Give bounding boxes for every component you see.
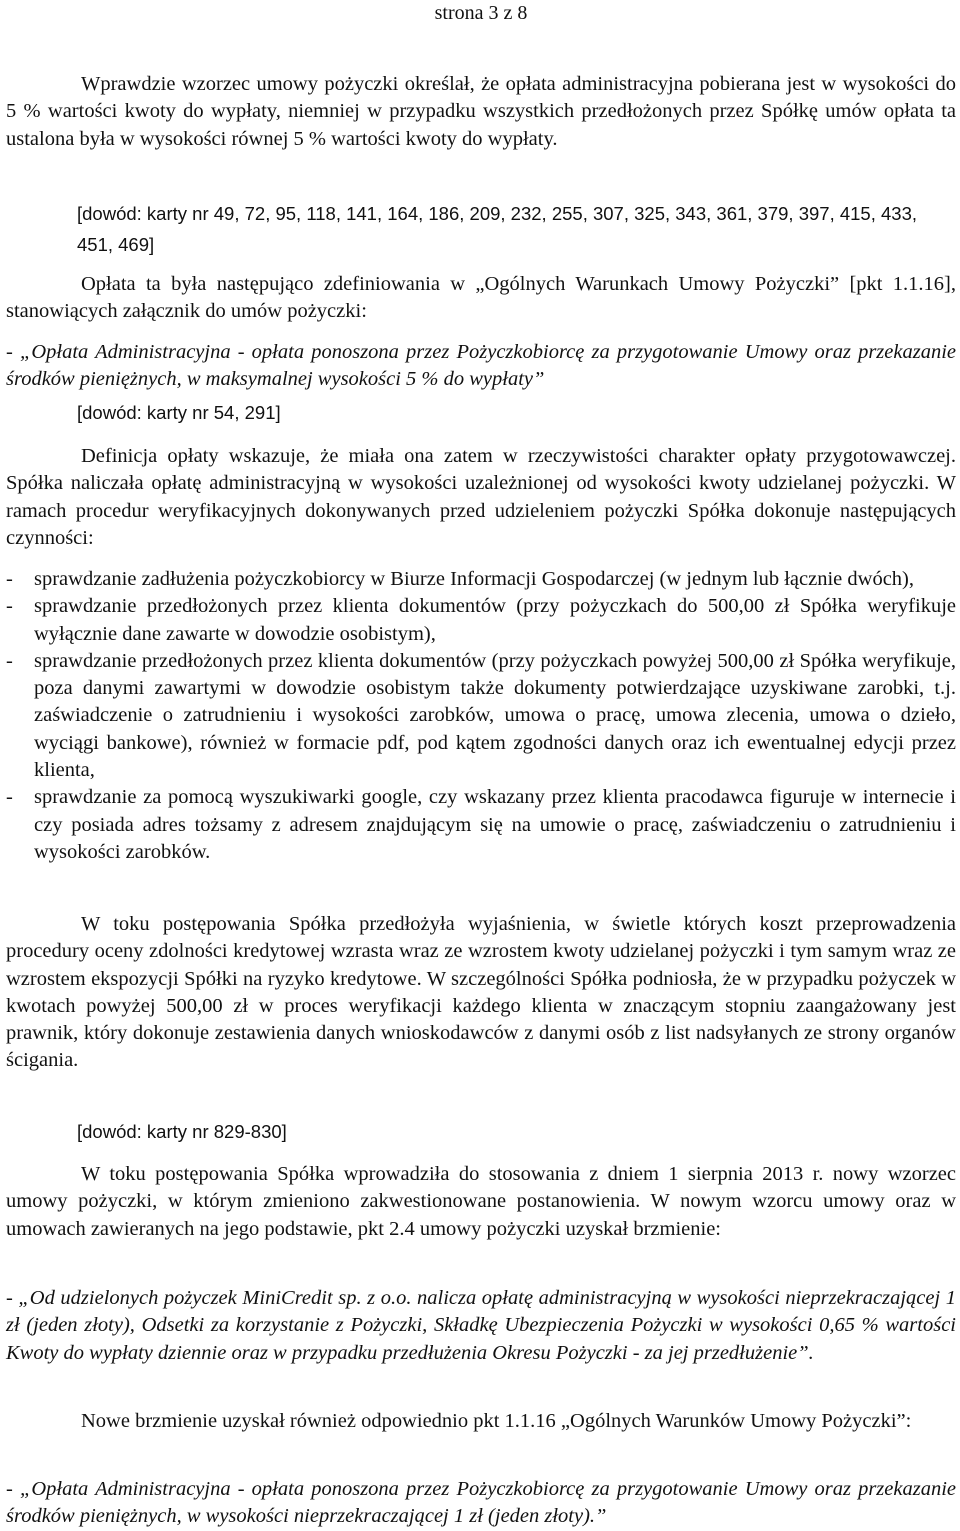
list-item-text: sprawdzanie przedłożonych przez klienta dokumentów (przy pożyczkach do 500,00 zł Spółka weryfikuje wyłącznie dane zawarte w dowodzie osobistym), — [34, 595, 956, 645]
list-dash: - — [6, 649, 13, 672]
paragraph-new-template: W toku postępowania Spółka wprowadziła do stosowania z dniem 1 sierpnia 2013 r. nowy wzorzec umowy pożyczki, w którym zmieniono zakwestionowane postanowienia. W nowym wzorcu umowy oraz w umowach zawieranych na jego podstawie, pkt 2.4 umowy pożyczki uzyskał brzmienie: — [6, 1163, 956, 1240]
quote-new-clause: - „Od udzielonych pożyczek MiniCredit sp. z o.o. nalicza opłatę administracyjną w wysokości nieprzekraczającej 1 zł (jeden złoty), Odsetki za korzystanie z Pożyczki, Składkę Ubezpieczenia Pożyczki w wysokości 0,65 % wartości Kwoty do wypłaty dziennie oraz w przypadku przedłużenia Okresu Pożyczki - za jej przedłużenie”. — [6, 1287, 956, 1364]
paragraph-new-wording: Nowe brzmienie uzyskał również odpowiednio pkt 1.1.16 „Ogólnych Warunków Umowy Pożyczki”: — [81, 1410, 912, 1432]
verification-list — [6, 566, 956, 866]
list-item — [6, 648, 956, 784]
quote-admin-fee: - „Opłata Administracyjna - opłata ponoszona przez Pożyczkobiorcę za przygotowanie Umowy oraz przekazanie środków pieniężnych, w maksymalnej wysokości 5 % do wypłaty” — [6, 341, 956, 391]
quote-new-admin-fee: - „Opłata Administracyjna - opłata ponoszona przez Pożyczkobiorcę za przygotowanie Umowy oraz przekazanie środków pieniężnych, w wysokości nieprzekraczającej 1 zł (jeden złoty).” — [6, 1478, 956, 1528]
list-dash: - — [6, 595, 13, 618]
list-item-text: sprawdzanie przedłożonych przez klienta dokumentów (przy pożyczkach powyżej 500,00 zł Spółka weryfikuje, poza danymi zawartymi w dowodzie osobistym także dokumenty potwierdzające uzyskiwane zarobki, t.j. zaświadczenie o zatrudnieniu i wysokości zarobków, umowa o pracę, umowa zlecenia, umowa o dzieło, wyciągi bankowe), również w formacie pdf, pod kątem zgodności danych oraz ich ewentualnej edycji przez klienta, — [34, 649, 956, 782]
list-item — [6, 784, 956, 866]
evidence-reference: [dowód: karty nr 829-830] — [77, 1121, 287, 1142]
list-dash: - — [6, 568, 13, 590]
list-item — [6, 566, 956, 593]
paragraph-definition: Opłata ta była następująco zdefiniowania w „Ogólnych Warunkach Umowy Pożyczki” [pkt 1.1.16], stanowiących załącznik do umów pożyczki: — [6, 273, 956, 323]
evidence-reference: [dowód: karty nr 49, 72, 95, 118, 141, 164, 186, 209, 232, 255, 307, 325, 343, 361, 379, 397, 415, 433, 451, 469] — [77, 203, 918, 255]
list-dash: - — [6, 786, 13, 809]
list-item — [6, 593, 956, 648]
page-number: strona 3 z 8 — [434, 2, 528, 24]
evidence-reference: [dowód: karty nr 54, 291] — [77, 402, 281, 423]
paragraph-explanations: W toku postępowania Spółka przedłożyła wyjaśnienia, w świetle których koszt przeprowadzenia procedury oceny zdolności kredytowej wzrasta wraz ze wzrostem kwoty udzielanej pożyczki i tym samym wraz ze wzrostem ekspozycji Spółki na ryzyko kredytowe. W szczególności Spółka podniosła, że w przypadku pożyczek w kwotach powyżej 500,00 zł w proces weryfikacji każdego klienta w znaczącym stopniu zaangażowany jest prawnik, który dokonuje zestawienia danych wnioskodawców z danymi osób z list nadsyłanych ze strony organów ścigania. — [6, 913, 956, 1072]
paragraph-procedures: Definicja opłaty wskazuje, że miała ona zatem w rzeczywistości charakter opłaty przygotowawczej. Spółka naliczała opłatę administracyjną w wysokości uzależnionej od wysokości kwoty udzielanej pożyczki. W ramach procedur weryfikacyjnych dokonywanych przed udzieleniem pożyczki Spółka dokonuje następujących czynności: — [6, 445, 956, 549]
list-item-text: sprawdzanie zadłużenia pożyczkobiorcy w Biurze Informacji Gospodarczej (w jednym lub łącznie dwóch), — [34, 568, 914, 590]
paragraph-admin-fee: Wprawdzie wzorzec umowy pożyczki określał, że opłata administracyjna pobierana jest w wysokości do 5 % wartości kwoty do wypłaty, niemniej w przypadku wszystkich przedłożonych przez Spółkę umów opłata ta ustalona była w wysokości równej 5 % wartości kwoty do wypłaty. — [6, 73, 956, 150]
list-item-text: sprawdzanie za pomocą wyszukiwarki google, czy wskazany przez klienta pracodawca figuruje w internecie i czy posiada adres tożsamy z adresem znajdującym się na umowie o pracę, zaświadczeniu o zatrudnieniu i wysokości zarobków. — [34, 786, 956, 863]
